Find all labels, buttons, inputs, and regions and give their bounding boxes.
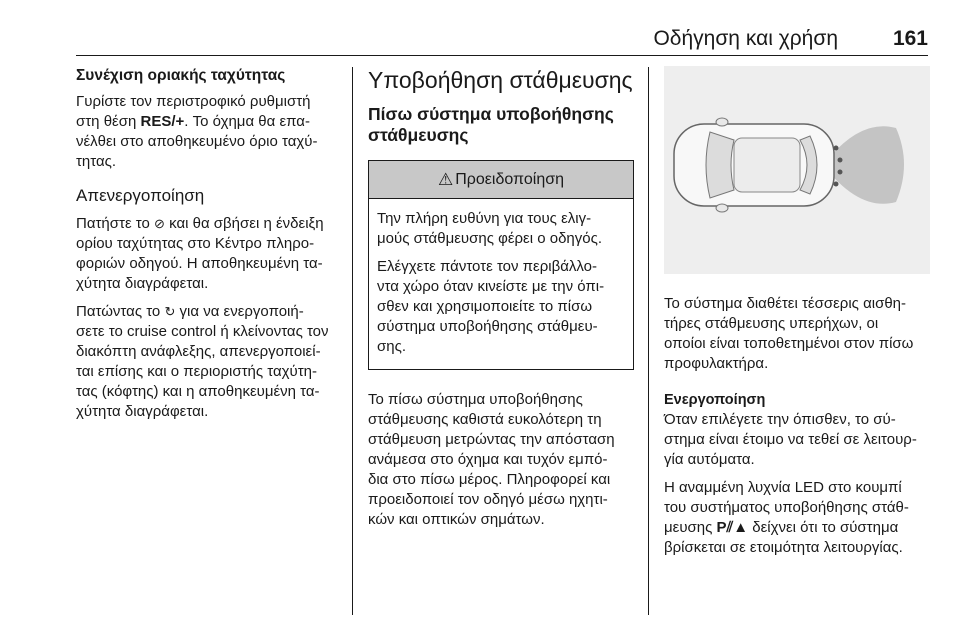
car-sensor-illustration [664, 66, 930, 274]
text-line: στημα είναι έτοιμο να τεθεί σε λειτουρ- [664, 431, 917, 448]
text-line: Το σύστημα διαθέτει τέσσερις αισθη- [664, 295, 907, 312]
text-line: ται επίσης και ο περιοριστής ταχύτη- [76, 363, 318, 380]
page-number: 161 [892, 27, 928, 50]
section-heading-activation: Ενεργοποίηση [664, 392, 766, 408]
text-line: Όταν επιλέγετε την όπισθεν, το σύ- [664, 411, 896, 428]
text-line: προφυλακτήρα. [664, 355, 769, 372]
text-line: τας (κόφτης) και η αποθηκευμένη τα- [76, 383, 320, 400]
warning-box [368, 160, 634, 370]
column-3 [664, 66, 930, 566]
column-1 [76, 66, 344, 430]
car-windshield [706, 132, 734, 198]
park-assist-icon: P⫽▲ [716, 519, 749, 536]
speed-limiter-icon: ⊘ [154, 216, 165, 231]
text-line: σύστημα υποβοήθησης στάθμευ- [377, 318, 598, 335]
text-line: ντα χώρο όταν κινείστε με την όπι- [377, 278, 605, 295]
text-line: Η αναμμένη λυχνία LED στο κουμπί [664, 479, 902, 496]
car-mirror-left [716, 118, 728, 126]
text-line: Πατώντας το [76, 303, 165, 320]
text-line: γία αυτόματα. [664, 451, 755, 468]
text-line: μευσης [664, 519, 717, 536]
sensor-dot [834, 146, 839, 151]
text-line: προειδοποιεί τον οδηγό μέσω ηχητι- [368, 491, 608, 508]
paragraph-deactivation-2 [76, 302, 344, 422]
header-rule [76, 55, 928, 56]
text-line: τητας. [76, 153, 117, 170]
text-line: Πίσω σύστημα υποβοήθησης [368, 104, 614, 124]
page-header [76, 24, 928, 54]
text-line: Πατήστε το [76, 215, 155, 232]
text-line: στάθμευση μετρώντας την απόσταση [368, 431, 615, 448]
text-line: στάθμευσης [368, 125, 469, 145]
paragraph-deactivation-1 [76, 214, 344, 294]
sensor-field [824, 126, 904, 204]
column-divider-2 [648, 67, 649, 615]
text-line: διακόπτη ανάφλεξης, απενεργοποιεί- [76, 343, 321, 360]
paragraph-sensors [664, 294, 930, 374]
sensor-dot [834, 182, 839, 187]
text-line: μούς στάθμευσης φέρει ο οδηγός. [377, 230, 603, 247]
column-2 [368, 66, 634, 538]
warning-body [369, 199, 633, 369]
warning-header [369, 161, 633, 199]
text-line: χύτητα διαγράφεται. [76, 275, 209, 292]
paragraph-activation-2 [664, 478, 930, 558]
paragraph-activation-1 [664, 410, 930, 470]
section-heading-resume: Συνέχιση οριακής ταχύτητας [76, 67, 286, 84]
text-line: στάθμευσης καθιστά ευκολότερη τη [368, 411, 602, 428]
warning-title: Προειδοποίηση [455, 170, 564, 188]
cruise-control-icon: ↻ [164, 304, 176, 319]
warning-paragraph-2 [377, 257, 625, 357]
text-line: οποίοι είναι τοποθετημένοι στον πίσω [664, 335, 914, 352]
text-line: ανάμεσα στο όχημα και τυχόν εμπό- [368, 451, 608, 468]
text-line: ορίου ταχύτητας στο Κέντρο πληρο- [76, 235, 315, 252]
text-line: σετε το cruise control ή κλείνοντας τον [76, 323, 329, 340]
column-divider-1 [352, 67, 353, 615]
sensor-dot [838, 170, 843, 175]
text-line: δείχνει ότι το σύστημα [752, 519, 899, 536]
text-line: . Το όχημα θα επα- [184, 113, 310, 130]
text-line: σης. [377, 338, 406, 355]
car-mirror-right [716, 204, 728, 212]
text-line: Το πίσω σύστημα υποβοήθησης [368, 391, 583, 408]
warning-triangle-icon: ⚠ [437, 169, 454, 189]
car-top-view-icon [664, 66, 930, 274]
text-line: βρίσκεται σε ετοιμότητα λειτουργίας. [664, 539, 903, 556]
text-line: του συστήματος υποβοήθησης στάθ- [664, 499, 909, 516]
chapter-heading-parking-assist: Υποβοήθηση στάθμευσης [368, 67, 633, 93]
warning-paragraph-1 [377, 209, 625, 249]
sensor-dot [838, 158, 843, 163]
subheading-rear-parking-assist [368, 104, 634, 146]
car-roof [734, 138, 800, 192]
text-line: και θα σβήσει η ένδειξη [169, 215, 324, 232]
text-line: Ελέγχετε πάντοτε τον περιβάλλο- [377, 258, 597, 275]
text-line: Γυρίστε τον περιστροφικό ρυθμιστή [76, 93, 311, 110]
text-line: φοριών οδηγού. Η αποθηκευμένη τα- [76, 255, 323, 272]
keyword-res: RES/+ [140, 113, 185, 130]
text-line: νέλθει στο αποθηκευμένο όριο ταχύ- [76, 133, 318, 150]
section-heading-deactivation: Απενεργοποίηση [76, 186, 205, 205]
text-line: για να ενεργοποιή- [179, 303, 304, 320]
text-line: Την πλήρη ευθύνη για τους ελιγ- [377, 210, 592, 227]
text-line: δια στο πίσω μέρος. Πληροφορεί και [368, 471, 611, 488]
text-line: στη θέση [76, 113, 141, 130]
text-line: σθεν και χρησιμοποιείτε το πίσω [377, 298, 593, 315]
paragraph-resume [76, 92, 344, 172]
running-header-title: Οδήγηση και χρήση [653, 27, 838, 50]
text-line: κών και οπτικών σημάτων. [368, 511, 545, 528]
text-line: τήρες στάθμευσης υπερήχων, οι [664, 315, 879, 332]
paragraph-parking-assist-intro [368, 390, 634, 530]
text-line: χύτητα διαγράφεται. [76, 403, 209, 420]
